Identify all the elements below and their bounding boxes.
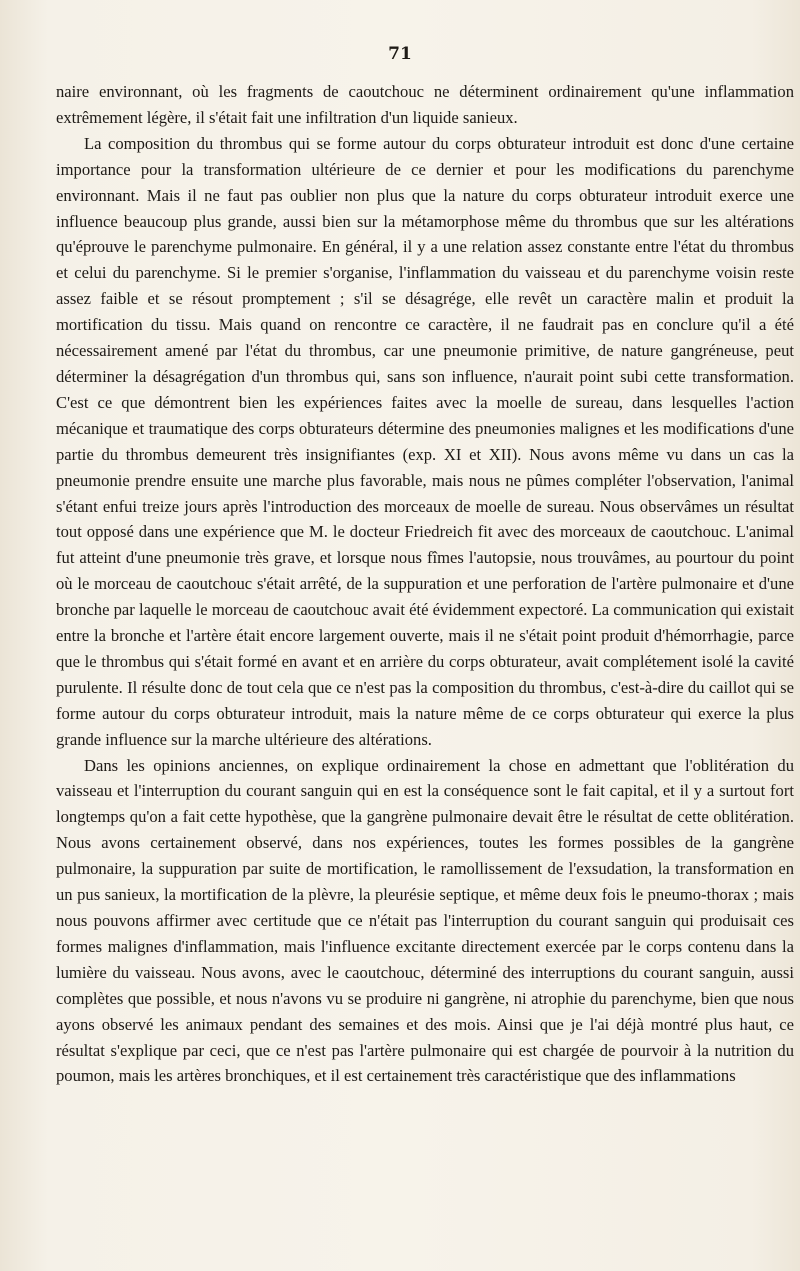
paragraph-continuation: naire environnant, où les fragments de caoutchouc ne déterminent ordinairement qu'une inflammation extrêmement légère, il s'était fait une infiltration d'un liquide sanieux.: [56, 82, 794, 127]
paragraph-old-opinions: Dans les opinions anciennes, on explique ordinairement la chose en admettant que l'oblitération du vaisseau et l'interruption du courant sanguin qui en est la conséquence sont le fait capital, et il y a surtout fort longtemps qu'on a fait cette hypothèse, que la gangrène pulmonaire devait être le résultat de cette oblitération. Nous avons certainement observé, dans nos expériences, toutes les formes possibles de la gangrène pulmonaire, la suppuration par suite de mortification, le ramollissement de l'exsudation, la transformation en un pus sanieux, la mortification de la plèvre, la pleurésie septique, et même deux fois le pneumo-thorax ; mais nous pouvons affirmer avec certitude que ce n'était pas l'interruption du courant sanguin qui produisait ces formes malignes d'inflammation, mais l'influence excitante directement exercée par le corps contenu dans la lumière du vaisseau. Nous avons, avec le caoutchouc, déterminé des interruptions du courant sanguin, aussi complètes que possible, et nous n'avons vu se produire ni gangrène, ni atrophie du parenchyme, bien que nous ayons observé les animaux pendant des semaines et des mois. Ainsi que je l'ai déjà montré plus haut, ce résultat s'explique par ceci, que ce n'est pas l'artère pulmonaire qui est chargée de pourvoir à la nutrition du poumon, mais les artères bronchiques, et il est certainement très caractéristique que des inflammations: [56, 755, 794, 1086]
body-text: [56, 79, 794, 1089]
page-number: 71: [388, 44, 412, 64]
paragraph-thrombus-composition: La composition du thrombus qui se forme autour du corps obturateur introduit est donc d'une certaine importance pour la transformation ultérieure de ce dernier et pour les modifications du parenchyme environnant. Mais il ne faut pas oublier non plus que la nature du corps obturateur introduit exerce une influence beaucoup plus grande, aussi bien sur la métamorphose même du thrombus que sur les altérations qu'éprouve le parenchyme pulmonaire. En général, il y a une relation assez constante entre l'état du thrombus et celui du parenchyme. Si le premier s'organise, l'inflammation du vaisseau et du parenchyme voisin reste assez faible et se résout promptement ; s'il se désagrége, elle revêt un caractère malin et produit la mortification du tissu. Mais quand on rencontre ce caractère, il ne faudrait pas en conclure qu'il a été nécessairement amené par l'état du thrombus, car une pneumonie primitive, de nature gangréneuse, peut déterminer la désagrégation d'un thrombus qui, sans son influence, n'aurait point subi cette transformation. C'est ce que démontrent bien les expériences faites avec la moelle de sureau, dans lesquelles l'action mécanique et traumatique des corps obturateurs détermine des pneumonies malignes et les modifications d'une partie du thrombus demeurent très insignifiantes (exp. XI et XII). Nous avons même vu dans un cas la pneumonie prendre ensuite une marche plus favorable, mais nous ne pûmes compléter l'observation, l'animal s'étant enfui treize jours après l'introduction des morceaux de moelle de sureau. Nous observâmes un résultat tout opposé dans une expérience que M. le docteur Friedreich fit avec des morceaux de caoutchouc. L'animal fut atteint d'une pneumonie très grave, et lorsque nous fîmes l'autopsie, nous trouvâmes, au pourtour du point où le morceau de caoutchouc s'était arrêté, de la suppuration et une perforation de l'artère pulmonaire et d'une bronche par laquelle le morceau de caoutchouc avait été évidemment expectoré. La communication qui existait entre la bronche et l'artère était encore largement ouverte, mais il ne s'était point produit d'hémorrhagie, parce que le thrombus qui s'était formé en avant et en arrière du corps obturateur, avait complétement isolé la cavité purulente. Il résulte donc de tout cela que ce n'est pas la composition du thrombus, c'est-à-dire du caillot qui se forme autour du corps obturateur introduit, mais la nature même de ce corps obturateur qui exerce la plus grande influence sur la marche ultérieure des altérations.: [56, 133, 794, 749]
